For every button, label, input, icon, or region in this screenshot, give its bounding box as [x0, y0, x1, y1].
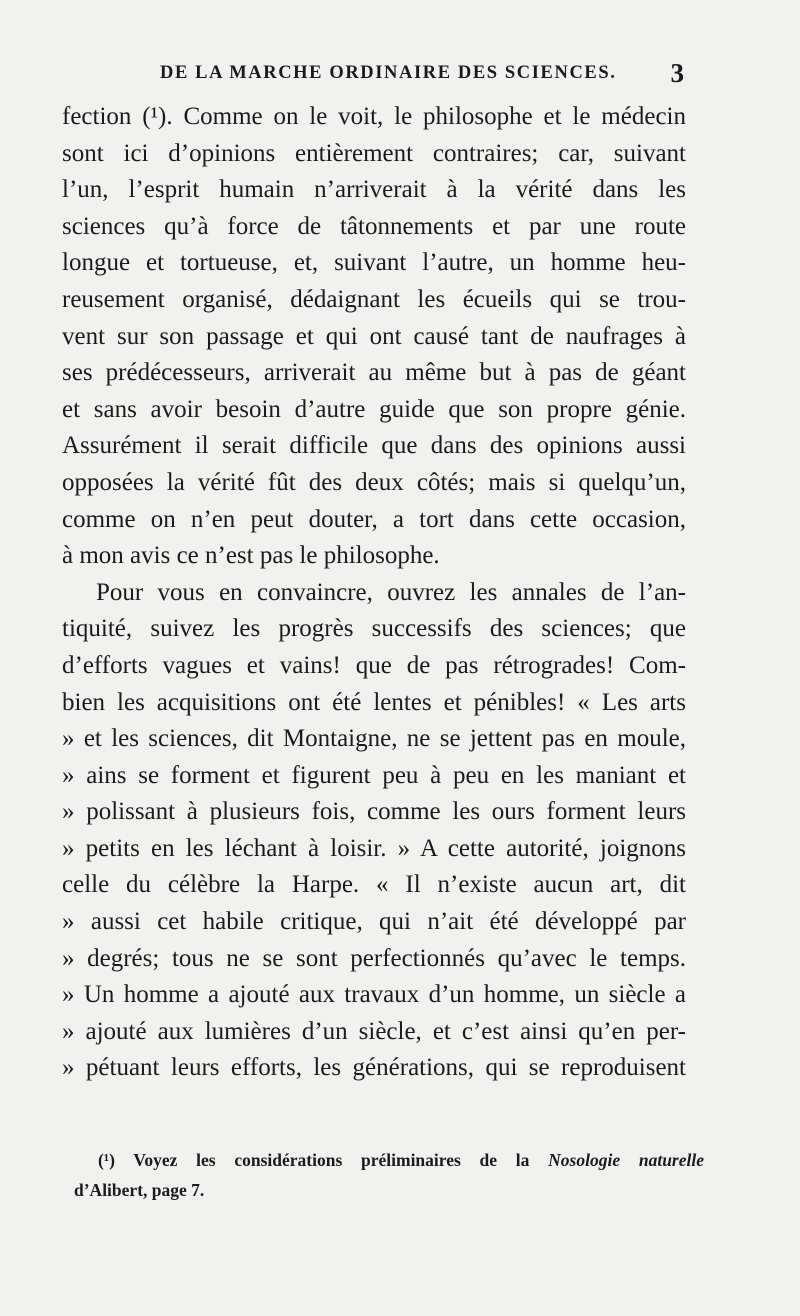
- quote-line: » Un homme a ajouté aux travaux d’un homme, un siècle a: [62, 981, 686, 1009]
- quote-line: » pétuant leurs efforts, les générations, qui se reproduisent: [62, 1054, 686, 1082]
- quote-line: » degrés; tous ne se sont perfectionnés qu’avec le temps.: [62, 944, 686, 972]
- quote-line: » et les sciences, dit Montaigne, ne se jettent pas en moule,: [62, 725, 686, 753]
- quote-line: » petits en les léchant à loisir. » A cette autorité, joignons: [62, 834, 686, 862]
- text-line: ses prédécesseurs, arriverait au même but à pas de géant: [62, 359, 686, 387]
- text-line: reusement organisé, dédaignant les écueils qui se trou-: [62, 285, 686, 313]
- text-line: comme on n’en peut douter, a tort dans cette occasion,: [62, 505, 686, 533]
- text-line: Assurément il serait difficile que dans des opinions aussi: [62, 432, 686, 460]
- quote-line: » ains se forment et figurent peu à peu en les maniant et: [62, 761, 686, 789]
- footnote-text: Voyez les considérations préliminaires de la: [133, 1150, 530, 1170]
- footnote-marker: (¹): [98, 1150, 115, 1170]
- text-line: sont ici d’opinions entièrement contraires; car, suivant: [62, 139, 686, 167]
- body-text: [62, 99, 686, 1087]
- text-line: sciences qu’à force de tâtonnements et par une route: [62, 212, 686, 240]
- running-title: DE LA MARCHE ORDINAIRE DES SCIENCES.: [160, 63, 617, 83]
- quote-line: » aussi cet habile critique, qui n’ait été développé par: [62, 908, 686, 936]
- text-line: tiquité, suivez les progrès successifs des sciences; que: [62, 615, 686, 643]
- text-line: bien les acquisitions ont été lentes et pénibles! « Les arts: [62, 688, 686, 716]
- paragraph-end-line: à mon avis ce n’est pas le philosophe.: [62, 542, 440, 570]
- footnote-second-line: d’Alibert, page 7.: [74, 1180, 205, 1200]
- text-line: longue et tortueuse, et, suivant l’autre, un homme heu-: [62, 249, 686, 277]
- text-line: opposées la vérité fût des deux côtés; mais si quelqu’un,: [62, 468, 686, 496]
- page-number: 3: [670, 58, 684, 88]
- paragraph-first-line: Pour vous en convaincre, ouvrez les annales de l’an-: [96, 578, 686, 606]
- page-header: [62, 60, 686, 94]
- footnote-work-title: Nosologie naturelle: [548, 1150, 705, 1170]
- text-line: l’un, l’esprit humain n’arriverait à la vérité dans les: [62, 176, 686, 204]
- footnote: [74, 1145, 704, 1205]
- quote-line: » ajouté aux lumières d’un siècle, et c’est ainsi qu’en per-: [62, 1017, 686, 1045]
- quote-line: » polissant à plusieurs fois, comme les ours forment leurs: [62, 798, 686, 826]
- text-line: celle du célèbre la Harpe. « Il n’existe aucun art, dit: [62, 871, 686, 899]
- text-line: d’efforts vagues et vains! que de pas rétrogrades! Com-: [62, 651, 686, 679]
- footnote-first-line: [74, 1145, 704, 1175]
- text-line: fection (¹). Comme on le voit, le philosophe et le médecin: [62, 103, 686, 130]
- text-line: et sans avoir besoin d’autre guide que son propre génie.: [62, 395, 686, 423]
- text-line: vent sur son passage et qui ont causé tant de naufrages à: [62, 322, 686, 350]
